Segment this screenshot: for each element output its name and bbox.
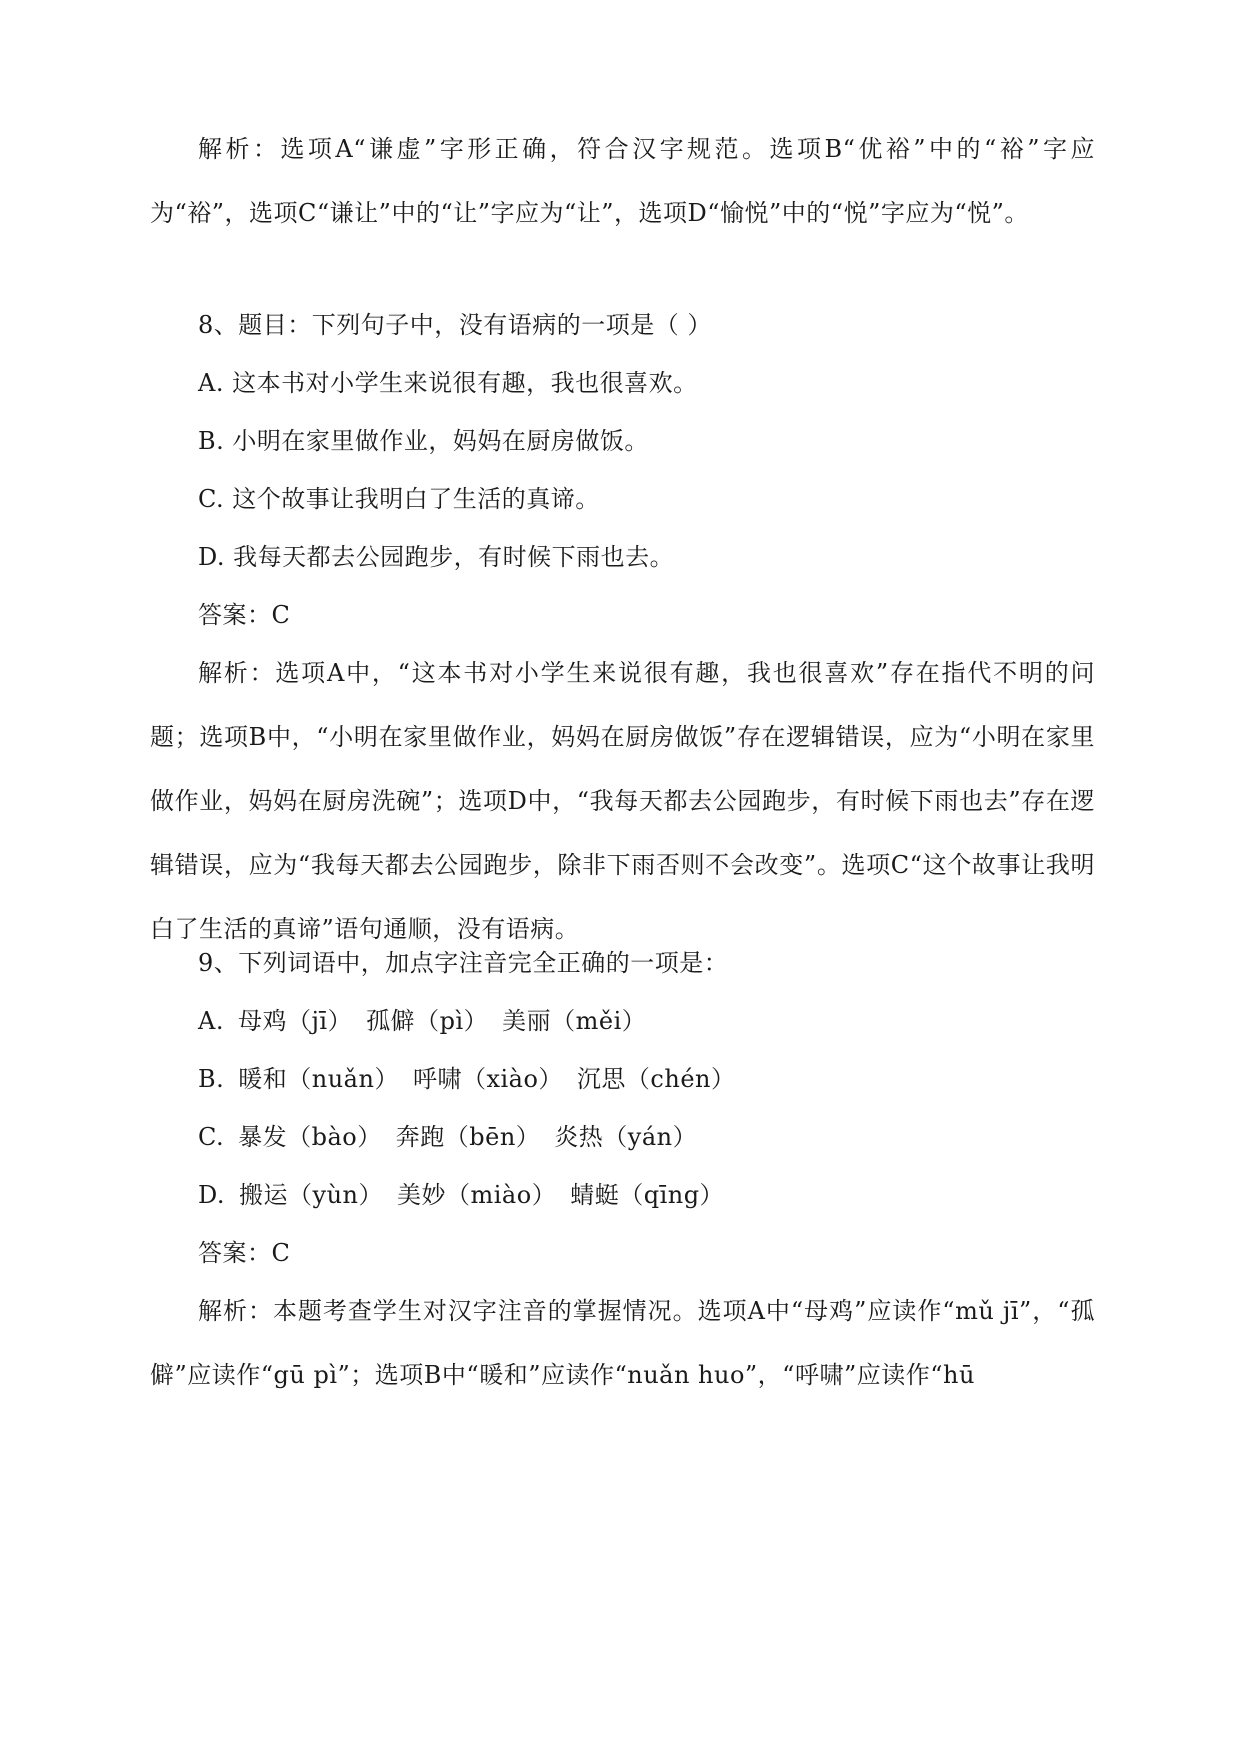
q8-stem: 8、题目：下列句子中，没有语病的一项是（ ） xyxy=(198,311,712,339)
option-label: D. xyxy=(198,1181,226,1209)
q9-stem: 9、下列词语中，加点字注音完全正确的一项是： xyxy=(198,949,729,977)
q8-option-a: A. 这本书对小学生来说很有趣，我也很喜欢。 xyxy=(198,369,698,397)
q9-option-c xyxy=(198,1105,711,1169)
option-label: C. xyxy=(198,1123,225,1151)
option-item: 美丽（měi） xyxy=(502,1007,647,1035)
option-item: 炎热（yán） xyxy=(554,1123,698,1151)
option-label: B. xyxy=(198,1065,225,1093)
q9-option-b xyxy=(198,1047,749,1111)
option-item: 暴发（bào） xyxy=(238,1123,382,1151)
q8-option-b: B. 小明在家里做作业，妈妈在厨房做饭。 xyxy=(198,427,649,455)
option-label: A. xyxy=(198,1007,224,1035)
q9-option-a xyxy=(198,989,660,1053)
q9-analysis: 解析：本题考查学生对汉字注音的掌握情况。选项A中“母鸡”应读作“mǔ jī”，“孤僻”应读作“gū pì”；选项B中“暖和”应读作“nuǎn huo”，“呼啸”应读作“hū xyxy=(150,1297,1095,1389)
option-item: 奔跑（bēn） xyxy=(395,1123,541,1151)
q9-answer: 答案：C xyxy=(198,1239,291,1267)
q8-option-d: D. 我每天都去公园跑步，有时候下雨也去。 xyxy=(198,543,675,571)
option-item: 沉思（chén） xyxy=(576,1065,736,1093)
option-item: 呼啸（xiào） xyxy=(412,1065,563,1093)
option-item: 孤僻（pì） xyxy=(366,1007,489,1035)
option-item: 母鸡（jī） xyxy=(237,1007,353,1035)
option-item: 蜻蜓（qīng） xyxy=(570,1181,725,1209)
q9-option-d xyxy=(198,1163,738,1227)
q7-analysis: 解析：选项A“谦虚”字形正确，符合汉字规范。选项B“优裕”中的“裕”字应为“裕”，选项C“谦让”中的“让”字应为“让”，选项D“愉悦”中的“悦”字应为“悦”。 xyxy=(150,135,1095,227)
option-item: 美妙（miào） xyxy=(397,1181,557,1209)
option-item: 搬运（yùn） xyxy=(239,1181,383,1209)
q8-answer: 答案：C xyxy=(198,601,291,629)
option-item: 暖和（nuǎn） xyxy=(238,1065,399,1093)
q8-analysis: 解析：选项A中，“这本书对小学生来说很有趣，我也很喜欢”存在指代不明的问题；选项B中，“小明在家里做作业，妈妈在厨房做饭”存在逻辑错误，应为“小明在家里做作业，妈妈在厨房洗碗”；选项D中，“我每天都去公园跑步，有时候下雨也去”存在逻辑错误，应为“我每天都去公园跑步，除非下雨否则不会改变”。选项C“这个故事让我明白了生活的真谛”语句通顺，没有语病。 xyxy=(150,659,1095,943)
q8-option-c: C. 这个故事让我明白了生活的真谛。 xyxy=(198,485,600,513)
